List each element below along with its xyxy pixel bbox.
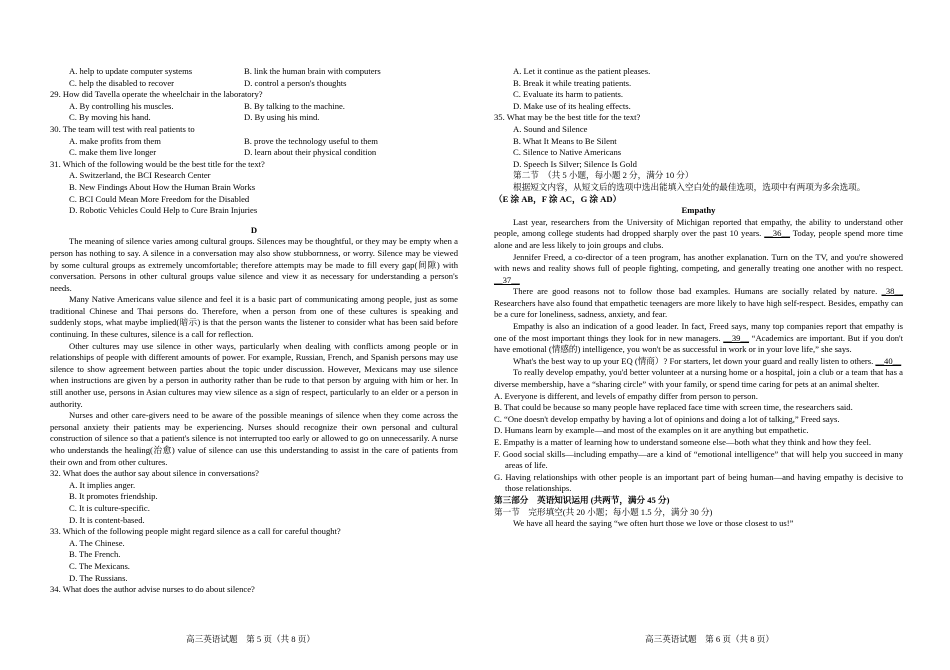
option: B. New Findings About How the Human Brain Works <box>69 181 256 192</box>
option: A. By controlling his muscles. <box>69 100 174 111</box>
option: G. Having relationships with other people is an important part of being human—and having empathy is decisive to those relationships. <box>494 471 903 494</box>
option: C. BCI Could Mean More Freedom for the Disabled <box>69 193 250 204</box>
option-row <box>50 66 458 78</box>
blank-36: __36__ <box>764 228 790 239</box>
passage-paragraph: There are good reasons not to follow those bad examples. Humans are socially related by nature. _38__ Researchers have also found that empathetic teenagers are more likely to have high self-respect. Besides, empathy can be a cure for loneliness, sadness, anxiety, and fear. <box>494 286 903 320</box>
passage-paragraph: Many Native Americans value silence and feel it is a basic part of communicating among people, just as some traditional Chinese and Thai persons do. Therefore, when a person from one of these cultures is speaking and suddenly stops, what maybe implied(暗示) is that the person wants the listener to consider what has been said before continuing. In these cultures, silence is a call for reflection. <box>50 294 458 340</box>
option: D. It is content-based. <box>69 514 145 525</box>
option: A. Let it continue as the patient pleases. <box>513 66 651 76</box>
question-34-stem: 34. What does the author advise nurses to do about silence? <box>50 584 255 595</box>
option: B. prove the technology useful to them <box>244 135 378 146</box>
page-footer: 高三英语试题 第 5 页（共 8 页） <box>186 634 315 644</box>
option: A. Everyone is different, and levels of empathy differ from person to person. <box>494 390 758 401</box>
option: C. help the disabled to recover <box>69 77 175 88</box>
option: B. The French. <box>69 549 121 560</box>
option: D. Make use of its healing effects. <box>513 100 631 111</box>
option-row <box>50 147 458 159</box>
question-31-stem: 31. Which of the following would be the best title for the text? <box>50 158 265 169</box>
option: B. That could be because so many people have replaced face time with screen time, the researchers said. <box>494 402 853 413</box>
option: C. It is culture-specific. <box>69 502 150 513</box>
option: C. Evaluate its harm to patients. <box>513 89 624 100</box>
option: B. link the human brain with computers <box>244 66 381 76</box>
option: D. The Russians. <box>69 572 128 583</box>
passage-paragraph: The meaning of silence varies among cultural groups. Silences may be thoughtful, or they may be empty when a person has nothing to say. A silence in a conversation may also show stubbornness, or worry. Silence may be viewed by some cultural groups as extremely uncomfortable; therefore attempts may be made to fill every gap(间隙) with conversation. Persons in other cultural groups value silence and view it as necessary for understanding a person's needs. <box>50 236 458 293</box>
option-row <box>50 101 458 113</box>
option-row <box>50 78 458 90</box>
section-instruction: 根据短文内容，从短文后的选项中选出能填入空白处的最佳选项，选项中有两项为多余选项。 <box>513 181 866 192</box>
option: B. What It Means to Be Silent <box>513 135 617 146</box>
section-title: 第一节 完形填空(共 20 小题；每小题 1.5 分，满分 30 分) <box>494 506 713 517</box>
section-title: 第二节 （共 5 小题，每小题 2 分，满分 10 分） <box>513 170 694 181</box>
question-29-stem: 29. How did Tavella operate the wheelchair in the laboratory? <box>50 89 263 100</box>
option: C. The Mexicans. <box>69 560 130 571</box>
option: F. Good social skills—including empathy—are a kind of “emotional intelligence” that will help you succeed in many areas of life. <box>494 448 903 471</box>
cloze-first-line: We have all heard the saying “we often hurt those we love or those closest to us!” <box>513 518 794 529</box>
question-30-stem: 30. The team will test with real patients to <box>50 123 195 134</box>
right-column <box>494 66 903 530</box>
option: A. make profits from them <box>69 135 161 146</box>
option-row <box>50 112 458 124</box>
option: D. By using his mind. <box>244 112 320 123</box>
passage-paragraph: Nurses and other care-givers need to be aware of the possible meanings of silence when they come across the personal anxiety their patients may be experiencing. Nurses should recognize their own personal and cultural construction of silence so that a patient's silence is not interrupted too early or allowed to go on unnecessarily. A nurse who understands the healing(治愈) value of silence can use this understanding to assist in the care of patients from their own and from other cultures. <box>50 410 458 467</box>
option-row <box>50 136 458 148</box>
passage-paragraph: Last year, researchers from the University of Michigan reported that empathy, the ability to understand other people, among college students had dropped sharply over the past 10 years. __36__ Today, people spend more time alone and are less likely to join groups and clubs. <box>494 216 904 250</box>
option: D. learn about their physical condition <box>244 147 377 158</box>
option: A. The Chinese. <box>69 537 125 548</box>
passage-paragraph: Empathy is also an indication of a good leader. In fact, Freed says, many top companies report that empathy is one of the most important things they look for in new managers. __39__ “Academics are important. But if you don't have emotional (情感的) intelligence, you won't be as successful in work or in your love life,” she says. <box>494 321 903 355</box>
passage-paragraph: Jennifer Freed, a co-director of a teen program, has another explanation. Turn on the TV, and you're showered with news and reality shows full of people fighting, competing, and generally treating one another with no respect. __37__ <box>494 251 903 285</box>
option: A. Sound and Silence <box>513 123 588 134</box>
option: D. Robotic Vehicles Could Help to Cure Brain Injuries <box>69 205 258 216</box>
option: C. By moving his hand. <box>69 112 151 123</box>
passage-heading: D <box>250 224 258 235</box>
option: C. “One doesn't develop empathy by having a lot of opinions and doing a lot of talking,” Freed says. <box>494 413 840 424</box>
option: A. It implies anger. <box>69 479 136 490</box>
option: A. Switzerland, the BCI Research Center <box>69 170 211 181</box>
blank-39: __39__ <box>723 332 749 343</box>
passage-title: Empathy <box>681 205 716 216</box>
option: D. control a person's thoughts <box>244 77 347 88</box>
option: D. Humans learn by example—and most of the examples on it are anything but empathetic. <box>494 425 809 436</box>
option: D. Speech Is Silver; Silence Is Gold <box>513 158 637 169</box>
question-35-stem: 35. What may be the best title for the text? <box>494 112 641 123</box>
blank-40: __40__ <box>875 355 902 366</box>
part-title: 第三部分 英语知识运用 (共两节，满分 45 分) <box>494 494 670 505</box>
left-column <box>50 66 458 596</box>
blank-37: __37__ <box>494 274 520 285</box>
option: C. make them live longer <box>69 147 157 158</box>
question-32-stem: 32. What does the author say about silence in conversations? <box>50 468 259 479</box>
option: E. Empathy is a matter of learning how to understand someone else—both what they think and how they feel. <box>494 437 872 447</box>
passage-paragraph: To really develop empathy, you'd better volunteer at a nursing home or a hospital, join a club or a team that has a diverse membership, have a “sharing circle” with your family, or spend time caring for pets at an animal shelter. <box>494 367 903 390</box>
marking-instruction: （E 涂 AB，F 涂 AC，G 涂 AD） <box>494 193 622 204</box>
blank-38: _38__ <box>881 286 903 297</box>
question-33-stem: 33. Which of the following people might regard silence as a call for careful thought? <box>50 526 341 537</box>
option: B. By talking to the machine. <box>244 100 345 111</box>
passage-paragraph: Other cultures may use silence in other ways, particularly when dealing with conflicts among people or in relationships of people with different amounts of power. For example, Russian, French, and Spanish persons may use silence to show agreement between parties about the topic under discussion. However, Mexicans may use silence when instructions are given by a person in authority rather than be rude to that person by arguing with him or her. In still another use, persons in Asian cultures may view silence as a sign of respect, particularly to an elder or a person in authority. <box>50 340 458 409</box>
page-footer: 高三英语试题 第 6 页（共 8 页） <box>645 634 774 644</box>
option: B. Break it while treating patients. <box>513 77 632 88</box>
option: B. It promotes friendship. <box>69 491 158 502</box>
option: A. help to update computer systems <box>69 66 193 76</box>
passage-paragraph: What's the best way to up your EQ (情商）? For starters, let down your guard and really listen to others. __40__ <box>513 355 902 366</box>
option: C. Silence to Native Americans <box>513 147 622 158</box>
